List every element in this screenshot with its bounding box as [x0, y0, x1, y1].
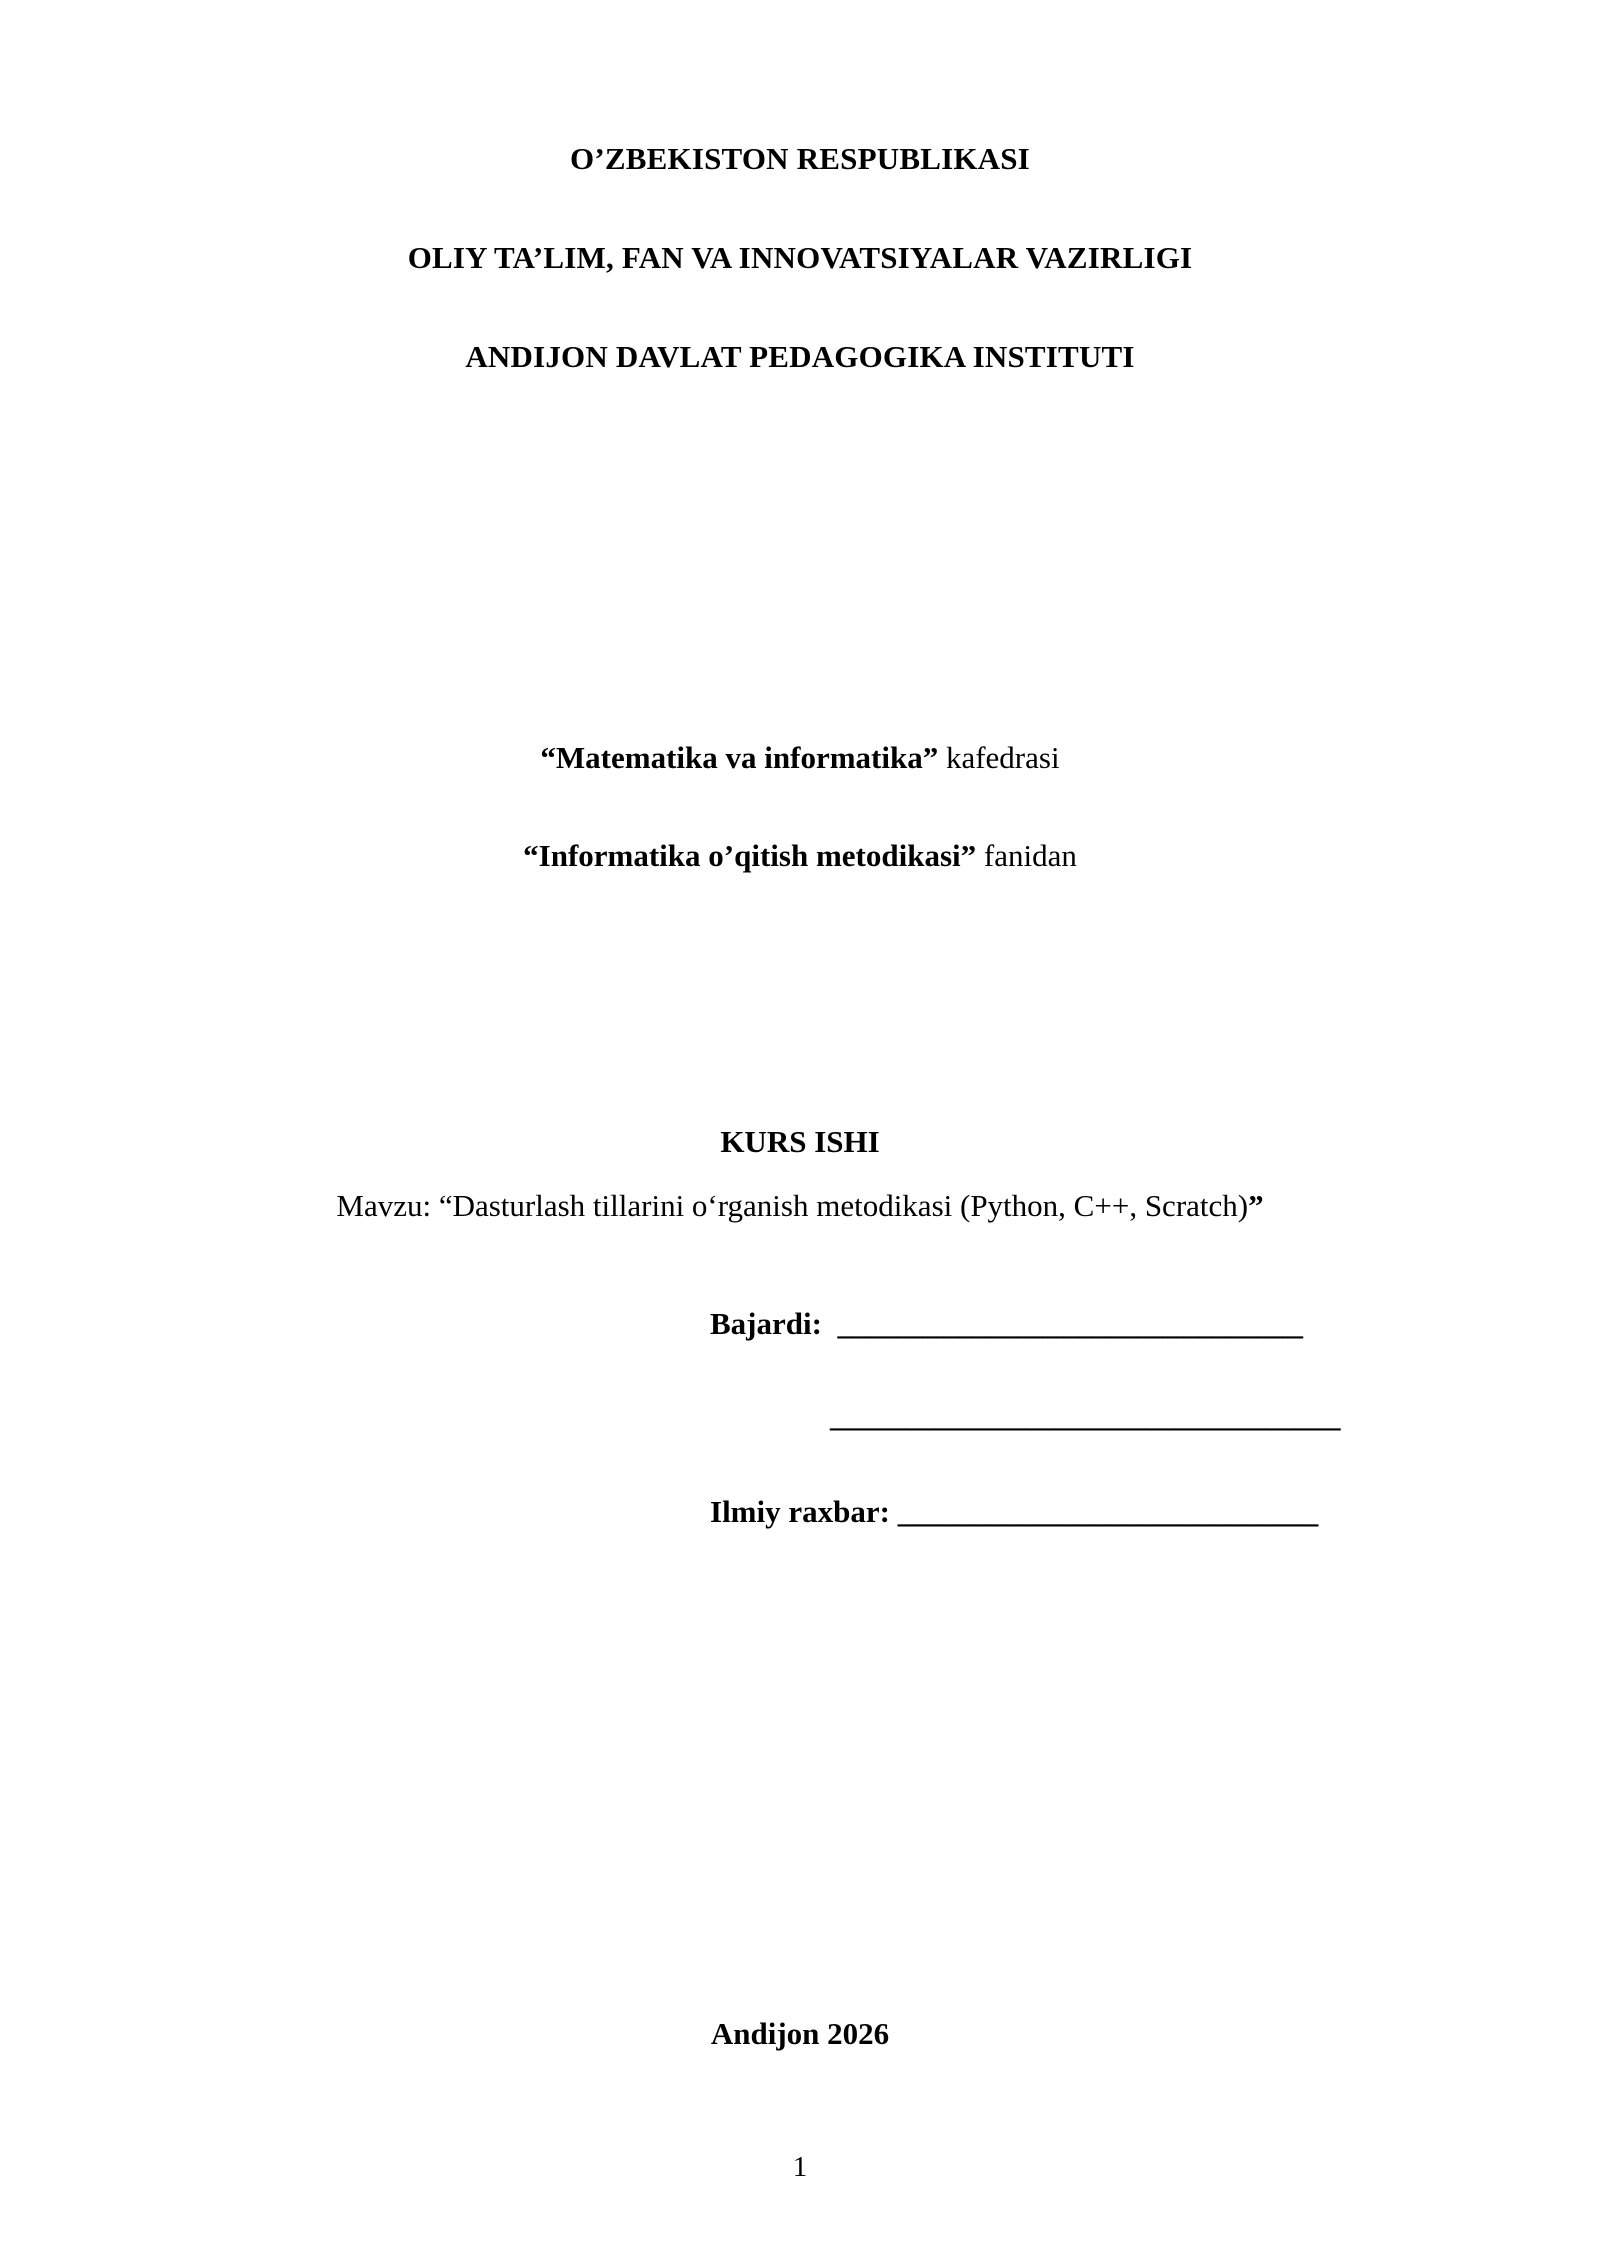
field-second-blank: [710, 1398, 1450, 1434]
institution-header: [150, 0, 1450, 376]
raxbar-label: Ilmiy raxbar:: [710, 1494, 890, 1530]
field-bajardi: [710, 1306, 1450, 1342]
bajardi-blank-line[interactable]: _______________________________: [837, 1306, 1303, 1342]
spacer-middle: [150, 934, 1450, 1124]
bajardi-label: Bajardi:: [710, 1306, 822, 1342]
header-line-institute: ANDIJON DAVLAT PEDAGOGIKA INSTITUTI: [465, 339, 1135, 375]
subject-line: [150, 836, 1450, 876]
subject-suffix: fanidan: [976, 837, 1077, 873]
kafedra-line: [150, 738, 1450, 778]
department-block: [150, 738, 1450, 877]
place-year: Andijon 2026: [710, 2016, 890, 2052]
topic-line: [150, 1186, 1450, 1226]
field-ilmiy-raxbar: [710, 1494, 1450, 1530]
raxbar-blank-line[interactable]: ____________________________: [897, 1494, 1318, 1530]
spacer-top: [150, 438, 1450, 738]
header-line-ministry: OLIY TA’LIM, FAN VA INNOVATSIYALAR VAZIRLIGI: [407, 240, 1193, 276]
spacer-before-fields: [150, 1226, 1450, 1306]
spacer-before-footer: [150, 1586, 1450, 2016]
topic-text: Mavzu: “Dasturlash tillarini o‘rganish metodikasi (Python, C++, Scratch): [336, 1188, 1249, 1224]
second-blank-line[interactable]: __________________________________: [830, 1398, 1340, 1434]
page-number: 1: [792, 2151, 808, 2183]
subject-name: “Informatika o’qitish metodikasi”: [523, 837, 977, 873]
header-line-country: O’ZBEKISTON RESPUBLIKASI: [570, 141, 1030, 176]
kafedra-name: “Matematika va informatika”: [540, 739, 939, 775]
signature-fields: [150, 1306, 1450, 1530]
work-type-title: KURS ISHI: [720, 1124, 880, 1160]
kafedra-suffix: kafedrasi: [938, 739, 1060, 775]
topic-close-quote: ”: [1248, 1188, 1264, 1224]
